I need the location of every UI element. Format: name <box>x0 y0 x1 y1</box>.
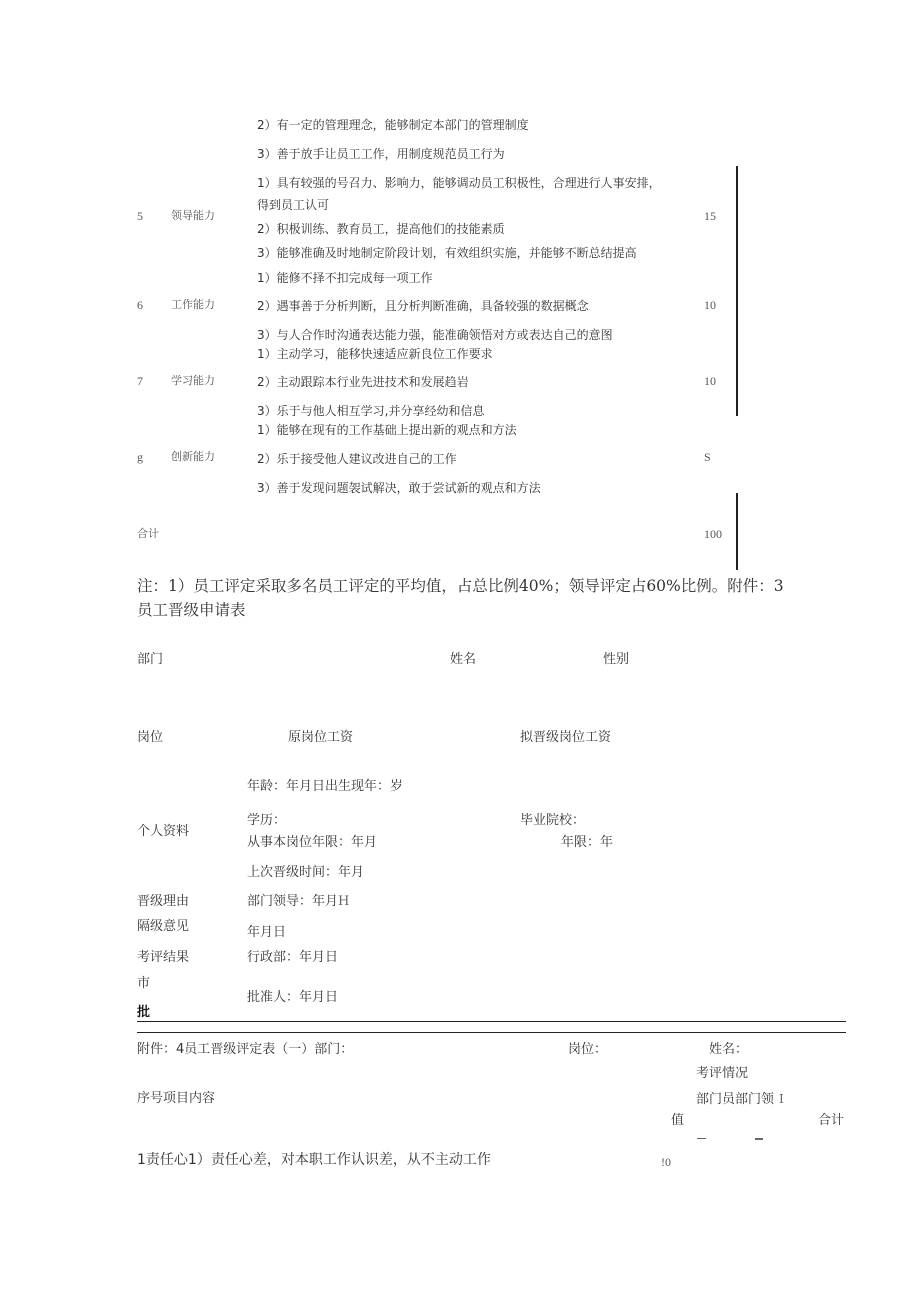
table2-heading: 附件：4员工晋级评定表（一）部门： <box>137 1042 354 1057</box>
criteria-text: 2）主动跟踪本行业先进技术和发展趋岩 <box>257 375 469 389</box>
field-date: 年月日 <box>247 925 287 940</box>
column-header-left: 序号项目内容 <box>137 1091 216 1106</box>
criteria-text: 1）主动学习，能移快速适应新良位工作要求 <box>257 347 493 361</box>
item-name: 工作能力 <box>171 298 215 311</box>
field-years: 年限：年 <box>561 835 614 850</box>
score-value: S <box>704 450 711 464</box>
score-value: 10 <box>704 298 716 312</box>
criteria-text: 2）积极训练、教育员工，提高他们的技能素质 <box>257 222 505 236</box>
criteria-text: 2）有一定的管理理念，能够制定本部门的管理制度 <box>257 118 529 132</box>
field-label-result: 考评结果 <box>137 950 190 965</box>
total-label: 合计 <box>137 527 159 540</box>
field-tenure: 从事本岗位年限：年月 <box>247 835 378 850</box>
row-number: 7 <box>137 374 143 388</box>
criteria-text: 3）能够准确及时地制定阶段计划，有效组织实施，并能够不断总结提高 <box>257 246 637 260</box>
field-school: 毕业院校： <box>520 813 586 828</box>
field-approver: 批准人：年月日 <box>247 990 339 1005</box>
field-label-cross-opinion: 隔级意见 <box>137 919 190 934</box>
row-number: 6 <box>137 298 143 312</box>
score-value: 15 <box>704 209 716 223</box>
criteria-text: 3）善于发现问题袈试解决，敢于尝试新的观点和方法 <box>257 481 541 495</box>
section-title: 员工晋级申请表 <box>137 601 246 619</box>
table-border-line <box>736 493 738 570</box>
field-label-reason: 晋级理由 <box>137 894 190 909</box>
divider-line <box>137 1021 846 1022</box>
criteria-text: 2）遇事善于分析判断，且分析判断准确，具备较强的数据概念 <box>257 299 589 313</box>
criteria-text: 1）能修不择不扣完成每一项工作 <box>257 271 433 285</box>
field-dept-leader-mark: H <box>338 894 350 909</box>
field-education: 学历： <box>247 813 287 828</box>
criteria-text: 3）乐于与他人相互学习,并分享经幼和信息 <box>257 404 485 418</box>
field-label-name: 姓名： <box>709 1042 749 1057</box>
column-header-right-mark: I <box>779 1092 784 1106</box>
field-dept-leader <box>247 894 349 910</box>
table-row: 1责任心1）责任心差，对本职工作认识差，从不主动工作 <box>137 1152 491 1168</box>
item-name: 学习能力 <box>171 374 215 387</box>
field-dept-leader-text: 部门领导：年月 <box>247 894 339 909</box>
column-header-right <box>696 1091 784 1108</box>
field-label-approve: 批 <box>137 1005 151 1020</box>
tick-mark <box>755 1138 763 1140</box>
column-header-value: 值 <box>671 1113 685 1128</box>
row-number: 5 <box>137 209 143 223</box>
field-label-new-salary: 拟晋级岗位工资 <box>520 730 612 745</box>
field-label-position: 岗位： <box>568 1042 608 1057</box>
field-last-promo: 上次晋级时间：年月 <box>247 865 365 880</box>
total-value: 100 <box>704 527 722 541</box>
row-number: g <box>137 450 143 464</box>
table-border-line <box>736 166 738 416</box>
criteria-text: 1）具有较强的号召力、影响力，能够调动员工积极性，合理进行人事安排， <box>257 176 661 190</box>
field-label-orig-salary: 原岗位工资 <box>288 730 354 745</box>
field-age: 年龄：年月日出生现年：岁 <box>247 779 404 794</box>
item-name: 领导能力 <box>171 209 215 222</box>
column-header-total: 合计 <box>818 1113 845 1128</box>
criteria-text: 得到员工认可 <box>257 198 330 212</box>
field-admin: 行政部：年月日 <box>247 950 339 965</box>
criteria-text: 1）能够在现有的工作基础上提出新的观点和方法 <box>257 423 517 437</box>
criteria-text: 2）乐于接受他人建议改进自己的工作 <box>257 452 457 466</box>
criteria-text: 3）与人合作时沟通表达能力强，能准确领悟对方或表达自己的意图 <box>257 328 613 342</box>
field-label-dept: 部门 <box>137 652 164 667</box>
footnote: 注：1）员工评定采取多名员工评定的平均值，占总比例40%；领导评定占60%比例。附件：3 <box>137 577 784 595</box>
field-label-name: 姓名 <box>450 652 477 667</box>
tick-mark <box>697 1138 706 1139</box>
column-header-eval: 考评情况 <box>696 1066 749 1081</box>
score-value: !0 <box>661 1155 671 1169</box>
item-name: 创新能力 <box>171 450 215 463</box>
field-label-position: 岗位 <box>137 730 164 745</box>
field-label-gender: 性别 <box>603 652 630 667</box>
column-header-right-text: 部门员部门领 <box>696 1092 775 1107</box>
field-label-personal: 个人资料 <box>137 824 190 839</box>
divider-line <box>137 1032 846 1033</box>
score-value: 10 <box>704 374 716 388</box>
criteria-text: 3）善于放手让员工工作，用制度规范员工行为 <box>257 147 505 161</box>
field-label-city: 市 <box>137 976 151 991</box>
